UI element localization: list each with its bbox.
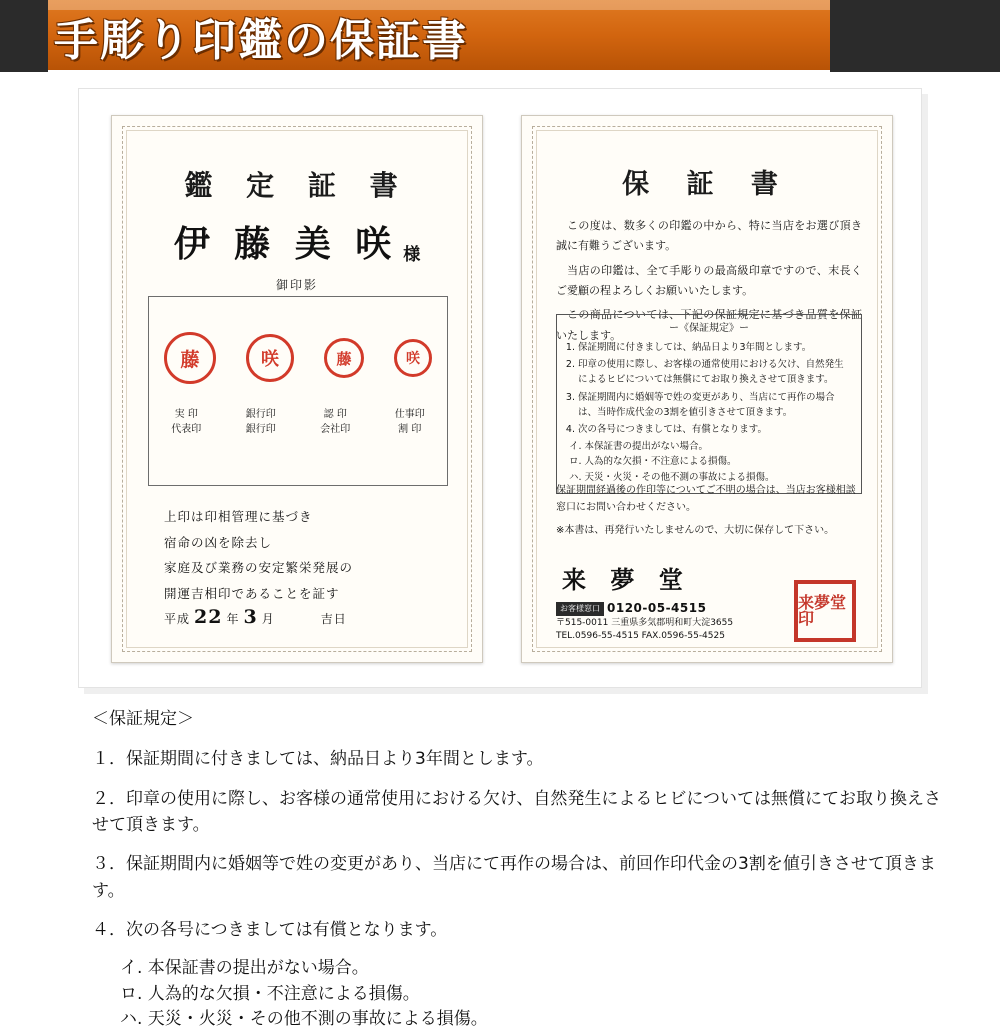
warranty-rules-box bbox=[556, 314, 862, 494]
seal-label-3 bbox=[303, 407, 367, 437]
appraisal-statement-line-2: 宿命の凶を除去し bbox=[164, 534, 273, 550]
shop-contact bbox=[556, 600, 762, 643]
warranty-rule-4-sub-2: ロ. 人為的な欠損・不注意による損傷。 bbox=[569, 456, 737, 468]
warranty-intro-p3: この商品については、下記の保証規定に基づき品質を保証いたします。 bbox=[556, 308, 862, 342]
seal-label-4 bbox=[378, 407, 442, 437]
banner-right-cap bbox=[830, 0, 1000, 72]
appraisal-statement bbox=[164, 504, 444, 607]
year-unit: 年 bbox=[226, 612, 240, 626]
seal-label-2 bbox=[229, 407, 293, 437]
issue-date bbox=[164, 606, 444, 628]
customer-name bbox=[112, 216, 482, 267]
warranty-intro-p2: 当店の印鑑は、全て手彫りの最高級印章ですので、末長くご愛顧の程よろしくお願いいたします。 bbox=[556, 263, 862, 298]
era-label: 平成 bbox=[164, 612, 191, 626]
shop-block bbox=[556, 556, 862, 642]
issue-month: 3 bbox=[243, 606, 258, 628]
seal-label-row bbox=[149, 407, 447, 437]
warranty-rule-4-sub-3: ハ. 天災・火災・その他不測の事故による損傷。 bbox=[569, 471, 775, 483]
seal-label-1-line2: 代表印 bbox=[171, 424, 202, 435]
terms-sub-item-2: ロ. 人為的な欠損・不注意による損傷。 bbox=[120, 983, 420, 1004]
warranty-terms-section bbox=[92, 706, 944, 1033]
shop-tel-fax: TEL.0596-55-4515 FAX.0596-55-4525 bbox=[556, 631, 725, 642]
seal-impression-box bbox=[148, 296, 448, 486]
warranty-note-text: 保証期間経過後の作印等についてご不明の場合は、当店お客様相談窓口にお問い合わせください。 bbox=[556, 485, 856, 513]
banner-title-wrap bbox=[54, 6, 654, 66]
terms-item-3: ３．保証期間内に婚姻等で姓の変更があり、当店にて再作の場合は、前回作印代金の3割を値引きさせて頂きます。 bbox=[92, 854, 936, 901]
shop-stamp-icon: 来夢堂印 bbox=[794, 580, 856, 642]
shop-address: 〒515-0011 三重県多気郡明和町大淀3655 bbox=[556, 618, 734, 629]
warranty-certificate-card bbox=[521, 115, 893, 663]
terms-sub-item-3: ハ. 天災・火災・その他不測の事故による損傷。 bbox=[120, 1009, 488, 1030]
warranty-contact-note bbox=[556, 482, 862, 539]
shop-freedial-row bbox=[556, 600, 762, 617]
appraisal-statement-line-4: 開運吉相印であることを証す bbox=[164, 585, 340, 601]
issue-year: 22 bbox=[194, 606, 223, 628]
warranty-title: 保 証 書 bbox=[622, 169, 792, 200]
month-unit: 月 bbox=[261, 612, 275, 626]
seal-label-4-line2: 割 印 bbox=[398, 424, 422, 435]
seal-row bbox=[149, 315, 447, 401]
customer-desk-badge: お客様窓口 bbox=[556, 602, 604, 616]
terms-heading: ＜保証規定＞ bbox=[92, 709, 194, 729]
seal-label-2-line1: 銀行印 bbox=[245, 409, 276, 420]
freedial-number: 0120-05-4515 bbox=[607, 601, 707, 615]
terms-item-4: ４．次の各号につきましては有償となります。 bbox=[92, 920, 448, 941]
terms-item-2: ２．印章の使用に際し、お客様の通常使用における欠け、自然発生によるヒビについては無償にてお取り換えさせて頂きます。 bbox=[92, 788, 941, 836]
seal-impression-4: 咲 bbox=[394, 339, 432, 377]
appraisal-certificate-card bbox=[111, 115, 483, 663]
warranty-rule-4-sub-1: イ. 本保証書の提出がない場合。 bbox=[569, 441, 709, 453]
document-photo bbox=[78, 88, 922, 688]
seal-label-4-line1: 仕事印 bbox=[394, 409, 425, 420]
seal-impression-1: 藤 bbox=[164, 332, 216, 384]
seal-label-2-line2: 銀行印 bbox=[245, 424, 276, 435]
customer-name-text: 伊 藤 美 咲 bbox=[173, 223, 398, 265]
warranty-star-note: ※本書は、再発行いたしませんので、大切に保存して下さい。 bbox=[556, 525, 835, 536]
warranty-rule-3: 3. 保証期間内に婚姻等で姓の変更があり、当店にて再作の場合は、当時作成代金の3割を値引きさせて頂きます。 bbox=[578, 390, 853, 420]
warranty-rules-heading: ー《保証規定》ー bbox=[669, 323, 749, 334]
appraisal-statement-line-3: 家庭及び業務の安定繁栄発展の bbox=[164, 560, 354, 576]
seal-label-3-line1: 認 印 bbox=[323, 409, 347, 420]
warranty-intro-p1: この度は、数多くの印鑑の中から、特に当店をお選び頂き誠に有難うございます。 bbox=[556, 219, 862, 253]
warranty-rules-list bbox=[565, 340, 853, 437]
page-header-banner bbox=[0, 0, 1000, 72]
seal-impression-3: 藤 bbox=[324, 338, 364, 378]
terms-sub-item-1: イ. 本保証書の提出がない場合。 bbox=[120, 958, 369, 979]
appraisal-statement-line-1: 上印は印相管理に基づき bbox=[164, 509, 313, 524]
warranty-rule-4: 4. 次の各号につきましては、有償となります。 bbox=[578, 422, 853, 437]
issue-day: 吉日 bbox=[320, 612, 347, 626]
shop-name: 来 夢 堂 bbox=[562, 565, 691, 594]
terms-item-1: １．保証期間に付きましては、納品日より3年間とします。 bbox=[92, 749, 544, 770]
seal-label-1 bbox=[154, 407, 218, 437]
seal-impression-2: 咲 bbox=[246, 334, 294, 382]
seal-label-1-line1: 実 印 bbox=[174, 409, 198, 420]
honorific-suffix: 様 bbox=[403, 245, 421, 265]
banner-left-cap bbox=[0, 0, 48, 72]
seal-label-3-line2: 会社印 bbox=[320, 424, 351, 435]
warranty-rule-2: 2. 印章の使用に際し、お客様の通常使用における欠け、自然発生によるヒビについては無償にてお取り換えさせて頂きます。 bbox=[578, 357, 853, 387]
warranty-rule-1: 1. 保証期間に付きましては、納品日より3年間とします。 bbox=[578, 340, 853, 355]
appraisal-title: 鑑 定 証 書 bbox=[184, 169, 410, 202]
page-title: 手彫り印鑑の保証書 bbox=[54, 15, 468, 66]
seal-impression-label: 御印影 bbox=[275, 278, 318, 292]
